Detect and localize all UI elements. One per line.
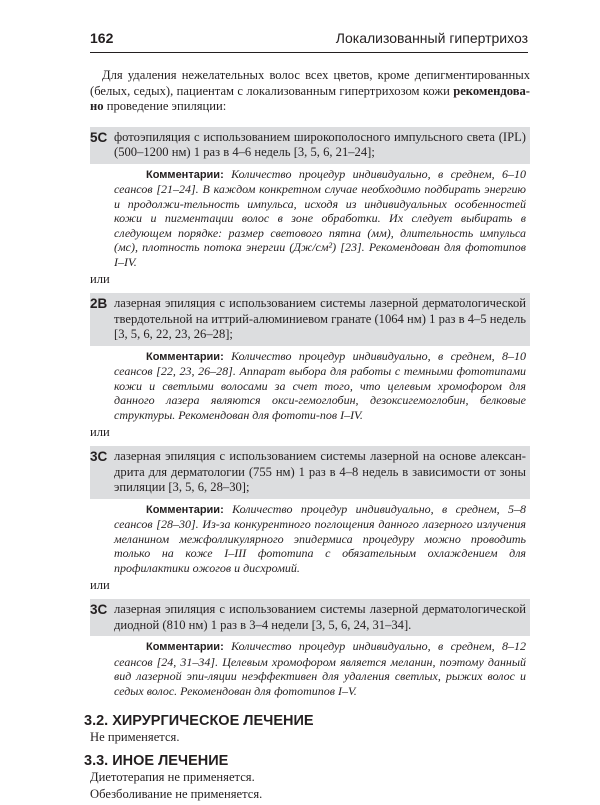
recommendation-text: лазерная эпиляция с использованием системы лазерной дерматологической твердотельной на иттрий-алюминиевом гранате (1064 нм) 1 раз в 4–5 недель [3, 5, 6, 22, 23, 26–28]; — [114, 296, 526, 341]
comment-text: Количество процедур индивидуально, в среднем, 8–12 сеансов [24, 31–34]. Целевым хромофором является меланин, поэтому данный вид лазерной эпи-ляции неэффективен для удаления светлых, рыжих волос и седых волос. Рекомендован для фототипов I–V. — [114, 639, 526, 698]
intro-bold: рекомендова-но — [90, 83, 530, 113]
running-title: Локализованный гипертрихоз — [335, 30, 528, 46]
section-text: Обезболивание не применяется. — [90, 787, 263, 801]
evidence-grade: 5С — [90, 129, 108, 145]
running-header — [90, 28, 528, 53]
comment-label: Комментарии: — [146, 350, 224, 363]
comment-label: Комментарии: — [146, 641, 224, 653]
recommendation-box — [90, 293, 530, 346]
comment-text: Количество процедур индивидуально, в среднем, 5–8 сеансов [28–30]. Из-за конкурентного поглощения данного лазерного излучения меланином межфолликулярного эпидермиса процедуру можно проводить только на коже I–III фототипа с обязательным охлаждением для профилактики ожогов и дисхромий. — [114, 501, 526, 575]
section-text: Диетотерапия не применяется. — [90, 769, 255, 784]
comment-text: Количество процедур индивидуально, в среднем, 6–10 сеансов [21–24]. В каждом конкретном случае необходимо подбирать энергию и продолжи-тельность импульса, исходя из индивидуальных особенностей кожи и пигментации волос в зоне обработки. Их следует выбирать в следующем порядке: размер светового пятна (мм), длительность импульса (мс), плотность потока энергии (Дж/см²) [23]. Рекомендован для фототипов I–IV. — [114, 166, 526, 269]
recommendation-comment — [90, 164, 530, 270]
recommendation — [90, 127, 530, 288]
recommendation-comment — [90, 636, 530, 698]
comment-label: Комментарии: — [146, 168, 224, 181]
recommendation-box — [90, 599, 530, 636]
recommendation-text: лазерная эпиляция с использованием системы лазерной на основе алексан-дрита для дерматологии (755 нм) 1 раз в 4–8 недель в зависимости от зоны эпиляции [3, 5, 6, 28–30]; — [114, 449, 526, 494]
section-text: Не применяется. — [90, 730, 180, 744]
evidence-grade: 3С — [90, 449, 108, 464]
recommendation-text: фотоэпиляция с использованием широкополосного импульсного света (IPL) (500–1200 нм) 1 раз в 4–6 недель [3, 5, 6, 21–24]; — [114, 129, 526, 159]
separator-or: или — [90, 578, 110, 592]
comment-text: Количество процедур индивидуально, в среднем, 8–10 сеансов [22, 23, 26–28]. Аппарат выбора для работы с темными фототипами кожи и светлыми волосами за счет того, что целевым хромофором для данного лазера являются окси-гемоглобин, дезоксигемоглобин, белковые структуры. Рекомендован для фототи-пов I–IV. — [114, 348, 526, 422]
comment-label: Комментарии: — [146, 503, 224, 516]
recommendation — [90, 599, 530, 706]
separator-or: или — [90, 272, 110, 286]
recommendation-comment — [90, 346, 530, 423]
section-title: 3.3. ИНОЕ ЛЕЧЕНИЕ — [84, 752, 229, 769]
recommendation-box — [90, 127, 530, 164]
section-title: 3.2. ХИРУРГИЧЕСКОЕ ЛЕЧЕНИЕ — [84, 713, 314, 729]
intro-text: Для удаления нежелательных волос всех цветов, кроме депигментированных (белых, седых), пациентам с локализованным гипертрихозом кожи — [90, 68, 530, 98]
evidence-grade: 3С — [90, 602, 108, 617]
page-number: 162 — [90, 30, 114, 46]
recommendation — [90, 446, 530, 593]
recommendations-list — [90, 127, 530, 707]
recommendation-comment — [90, 499, 530, 576]
recommendation-text: лазерная эпиляция с использованием системы лазерной дерматологической диодной (810 нм) 1 раз в 3–4 недели [3, 5, 6, 24, 31–34]. — [114, 602, 526, 632]
recommendation-box — [90, 446, 530, 499]
intro-paragraph — [90, 68, 530, 115]
recommendation — [90, 293, 530, 440]
sections-list — [84, 712, 530, 803]
page-content — [84, 68, 530, 805]
evidence-grade: 2В — [90, 296, 108, 311]
intro-text-end: проведение эпиляции: — [103, 99, 227, 113]
separator-or: или — [90, 425, 110, 439]
